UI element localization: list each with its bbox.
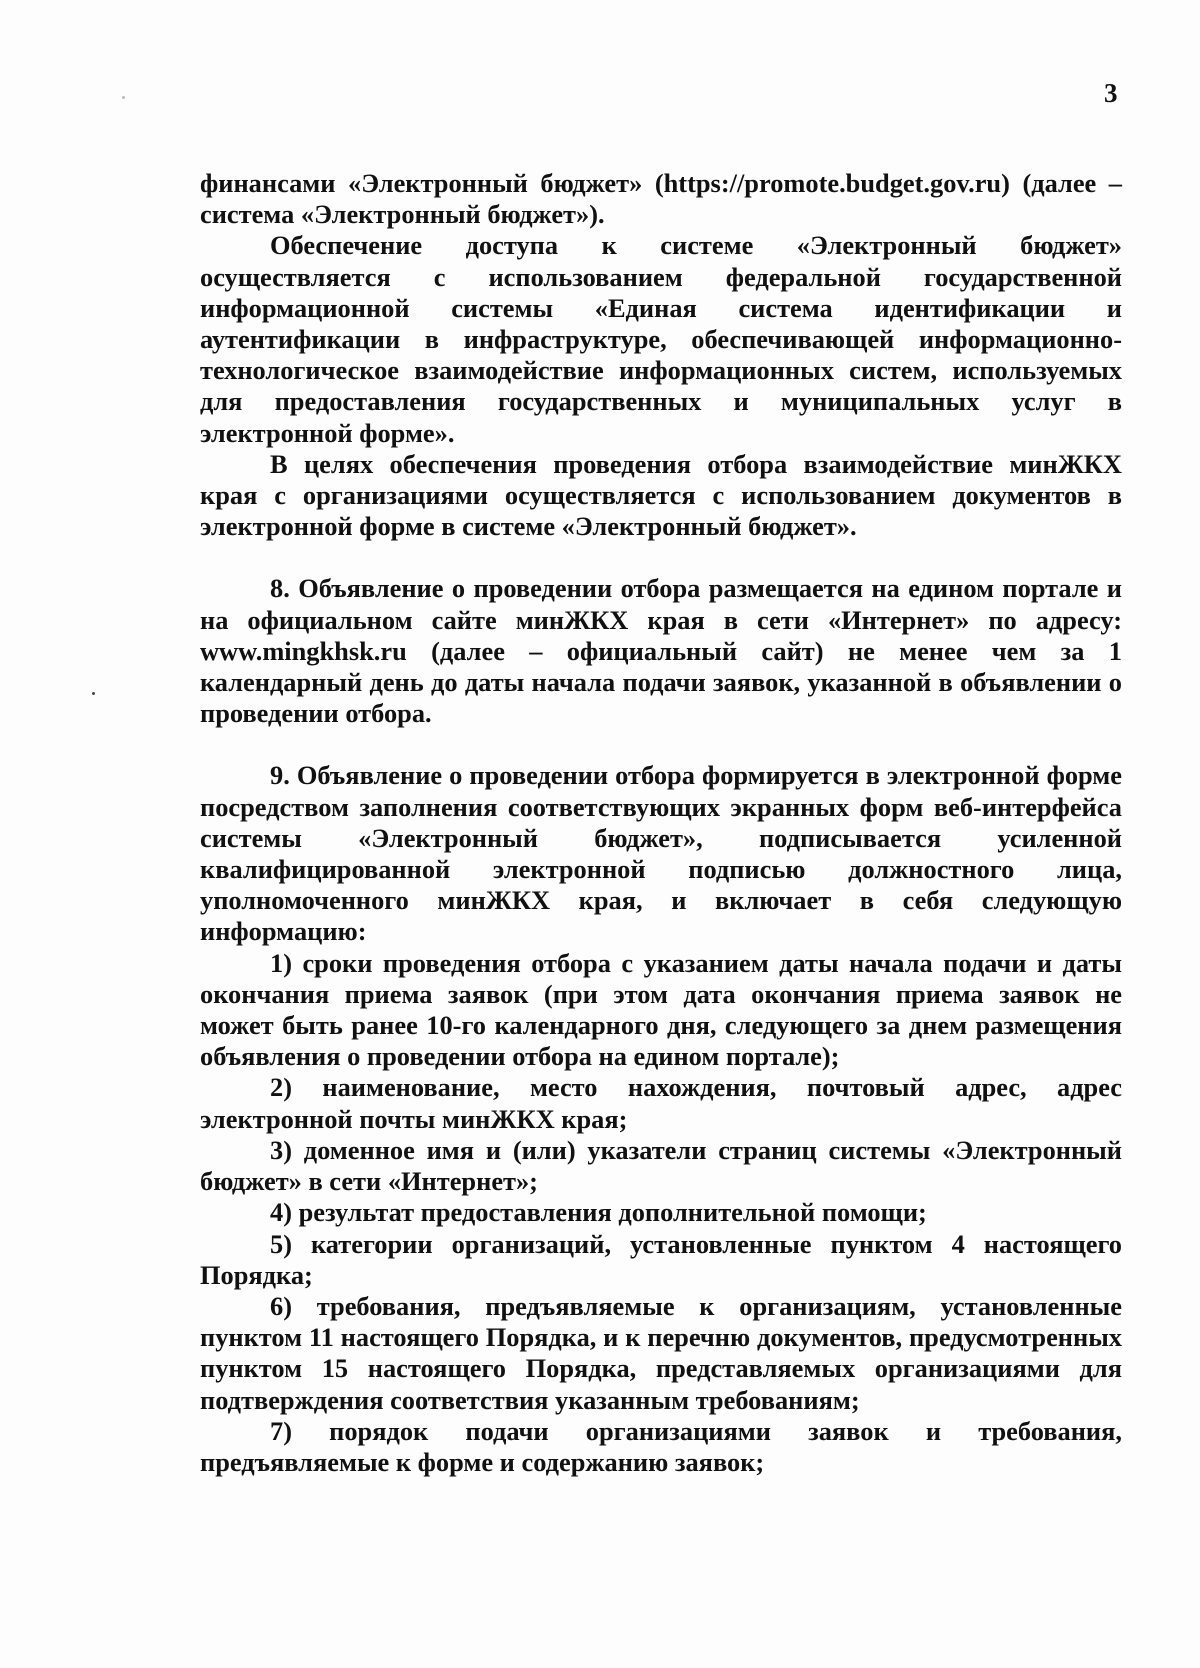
list-item-2: 2) наименование, место нахождения, почтовый адрес, адрес электронной почты минЖКХ края; [200, 1072, 1122, 1134]
list-item-3: 3) доменное имя и (или) указатели страниц системы «Электронный бюджет» в сети «Интернет»; [200, 1134, 1122, 1197]
list-item-4: 4) результат предоставления дополнительной помощи; [270, 1197, 927, 1228]
paragraph-interaction: В целях обеспечения проведения отбора взаимодействие минЖКХ края с организациями осуществляется с использованием документов в электронной форме в системе «Электронный бюджет». [200, 448, 1122, 542]
scan-speck [92, 692, 95, 695]
scan-speck [122, 96, 125, 99]
page-number: 3 [1104, 78, 1118, 108]
list-item-6: 6) требования, предъявляемые к организациям, установленные пунктом 11 настоящего Порядка, и к перечню документов, предусмотренных пунктом 15 настоящего Порядка, представляемых организациями для подтверждения соответствия указанным требованиям; [200, 1290, 1122, 1415]
list-item-7: 7) порядок подачи организациями заявок и требования, предъявляемые к форме и содержанию заявок; [200, 1415, 1122, 1477]
list-item-5: 5) категории организаций, установленные пунктом 4 настоящего Порядка; [200, 1228, 1122, 1290]
paragraph-item-9: 9. Объявление о проведении отбора формируется в электронной форме посредством заполнения соответствующих экранных форм веб-интерфейса системы «Электронный бюджет», подписывается усиленной квалифицированной электронной подписью должностного лица, уполномоченного минЖКХ края, и включает в себя следующую информацию: [200, 760, 1122, 947]
paragraph-continuation: финансами «Электронный бюджет» (https://promote.budget.gov.ru) (далее – система «Электронный бюджет»). [200, 168, 1122, 230]
list-item-1: 1) сроки проведения отбора с указанием даты начала подачи и даты окончания приема заявок (при этом дата окончания приема заявок не может быть ранее 10-го календарного дня, следующего за днем размещения объявления о проведении отбора на едином портале); [200, 947, 1122, 1072]
paragraph-item-8: 8. Объявление о проведении отбора размещается на едином портале и на официальном сайте минЖКХ края в сети «Интернет» по адресу: www.mingkhsk.ru (далее – официальный сайт) не менее чем за 1 календарный день до даты начала подачи заявок, указанной в объявлении о проведении отбора. [200, 573, 1122, 729]
paragraph-access: Обеспечение доступа к системе «Электронный бюджет» осуществляется с использованием федеральной государственной информационной системы «Единая система идентификации и аутентификации в инфраструктуре, обеспечивающей информационно-технологическое взаимодействие информационных систем, используемых для предоставления государственных и муниципальных услуг в электронной форме». [200, 230, 1122, 448]
document-body [200, 168, 1122, 1478]
